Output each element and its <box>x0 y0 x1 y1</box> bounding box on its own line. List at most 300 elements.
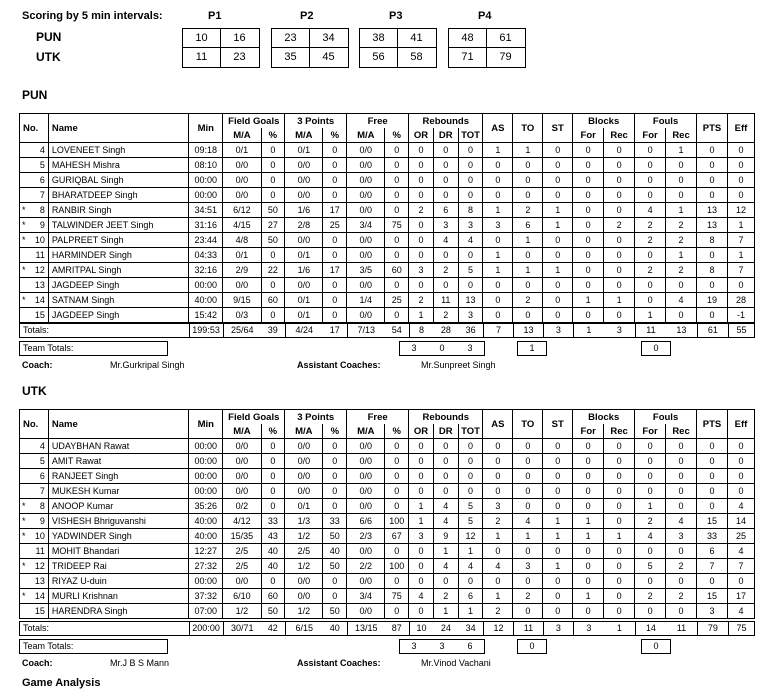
stat-blk-rec: 0 <box>604 514 635 529</box>
stat-blk-for: 0 <box>573 604 604 619</box>
player-number-value: 14 <box>34 590 45 601</box>
stat-tp-ma: 0/0 <box>285 233 323 248</box>
col-header-field-goals: Field Goals <box>223 114 285 129</box>
stat-blk-for: 0 <box>573 499 604 514</box>
stat-blk-for: 0 <box>573 454 604 469</box>
player-number <box>20 278 49 293</box>
stat-foul-rec: 4 <box>666 293 697 308</box>
stat-as: 1 <box>483 529 513 544</box>
period-label-p4: P4 <box>478 10 492 22</box>
stat-fg-pct: 0 <box>261 158 285 173</box>
stat-eff: 0 <box>727 143 754 158</box>
player-number-value: 7 <box>39 485 45 496</box>
stat-st: 0 <box>543 439 573 454</box>
stat-ft-pct: 75 <box>385 589 409 604</box>
assistant-coaches-label: Assistant Coaches: <box>297 360 381 370</box>
stat-st: 0 <box>543 158 573 173</box>
stat-ft-pct: 60 <box>385 263 409 278</box>
stat-ft-pct: 0 <box>385 469 409 484</box>
stat-fg-ma: 1/2 <box>223 604 261 619</box>
stat-ft-ma: 0/0 <box>347 604 385 619</box>
stat-st: 0 <box>543 308 573 323</box>
stat-blk-rec: 2 <box>604 218 635 233</box>
stat-to: 0 <box>513 454 543 469</box>
player-name: AMRITPAL Singh <box>48 263 188 278</box>
player-number-value: 9 <box>39 515 45 526</box>
stat-foul-for: 0 <box>635 544 666 559</box>
col-subheader-tp-pct: % <box>323 128 347 143</box>
stat-to: 0 <box>513 173 543 188</box>
stat-fg-pct: 0 <box>261 143 285 158</box>
player-name: JAGDEEP Singh <box>48 308 188 323</box>
stat-foul-rec: 4 <box>666 514 697 529</box>
stat-min: 09:18 <box>189 143 223 158</box>
player-name: JAGDEEP Singh <box>48 278 188 293</box>
stat-ft-ma: 0/0 <box>347 173 385 188</box>
stat-blk-rec: 0 <box>604 484 635 499</box>
total-ft-pct: 54 <box>385 323 409 338</box>
stat-foul-rec: 2 <box>666 559 697 574</box>
col-subheader-ft-pct: % <box>385 424 409 439</box>
stat-fg-ma: 2/9 <box>223 263 261 278</box>
col-subheader-fg-pct: % <box>261 424 285 439</box>
stat-as: 0 <box>483 278 513 293</box>
stat-fg-pct: 0 <box>261 454 285 469</box>
stat-fg-ma: 4/8 <box>223 233 261 248</box>
stat-ft-pct: 0 <box>385 143 409 158</box>
stat-fg-ma: 0/2 <box>223 499 261 514</box>
stat-or: 0 <box>409 233 434 248</box>
stat-foul-for: 4 <box>635 529 666 544</box>
stat-fg-ma: 0/0 <box>223 469 261 484</box>
stat-blk-for: 0 <box>573 248 604 263</box>
stat-fg-pct: 50 <box>261 604 285 619</box>
stat-fg-pct: 0 <box>261 469 285 484</box>
player-row <box>20 559 755 574</box>
stat-fg-pct: 22 <box>261 263 285 278</box>
col-header-eff: Eff <box>727 114 754 143</box>
stat-tp-pct: 33 <box>323 514 347 529</box>
stat-foul-for: 0 <box>635 439 666 454</box>
player-number <box>20 248 49 263</box>
stat-tp-ma: 0/0 <box>285 574 323 589</box>
stat-or: 1 <box>409 514 434 529</box>
stat-tot: 0 <box>458 574 483 589</box>
col-header-pts: PTS <box>697 410 728 439</box>
period-score-box-p1 <box>182 28 260 68</box>
stat-foul-for: 1 <box>635 308 666 323</box>
stat-fg-ma: 0/0 <box>223 574 261 589</box>
stat-as: 0 <box>483 158 513 173</box>
stat-st: 0 <box>543 233 573 248</box>
period-score-cell: 34 <box>322 32 335 44</box>
stat-min: 31:16 <box>189 218 223 233</box>
stat-dr: 0 <box>433 278 458 293</box>
col-subheader-or: OR <box>409 128 434 143</box>
stat-blk-rec: 0 <box>604 308 635 323</box>
stat-fg-ma: 4/12 <box>223 514 261 529</box>
stat-fg-ma: 15/35 <box>223 529 261 544</box>
stat-tot: 1 <box>458 604 483 619</box>
total-st: 3 <box>543 323 573 338</box>
stat-blk-for: 1 <box>573 529 604 544</box>
stat-ft-ma: 3/4 <box>347 589 385 604</box>
team-rebounds-dr: 3 <box>439 641 445 651</box>
stat-tp-pct: 0 <box>323 484 347 499</box>
player-number <box>20 559 49 574</box>
stat-tot: 3 <box>458 218 483 233</box>
player-number-value: 10 <box>34 234 45 245</box>
stat-as: 0 <box>483 454 513 469</box>
player-number-value: 8 <box>39 500 45 511</box>
team-rebounds-dr: 0 <box>439 343 445 353</box>
stat-tot: 5 <box>458 514 483 529</box>
stat-dr: 9 <box>433 529 458 544</box>
stat-foul-for: 0 <box>635 454 666 469</box>
team-rebounds-box <box>399 639 485 654</box>
stat-min: 40:00 <box>189 529 223 544</box>
player-row <box>20 218 755 233</box>
player-row <box>20 263 755 278</box>
period-score-box-p4 <box>448 28 526 68</box>
stat-min: 12:27 <box>189 544 223 559</box>
player-name: VISHESH Bhriguvanshi <box>48 514 188 529</box>
stat-tot: 0 <box>458 158 483 173</box>
total-min: 199:53 <box>189 323 223 338</box>
starter-marker: * <box>22 515 26 526</box>
stat-tp-ma: 1/6 <box>285 263 323 278</box>
stat-blk-for: 0 <box>573 173 604 188</box>
stat-tp-ma: 0/0 <box>285 439 323 454</box>
stat-fg-ma: 9/15 <box>223 293 261 308</box>
stat-foul-rec: 0 <box>666 158 697 173</box>
stat-foul-rec: 0 <box>666 173 697 188</box>
col-subheader-fg-ma: M/A <box>223 128 261 143</box>
stat-tot: 5 <box>458 263 483 278</box>
col-header-st: ST <box>543 114 573 143</box>
assistant-coaches-label: Assistant Coaches: <box>297 658 381 668</box>
stat-foul-for: 0 <box>635 604 666 619</box>
player-number <box>20 263 49 278</box>
total-min: 200:00 <box>189 621 223 636</box>
stat-eff: 0 <box>727 158 754 173</box>
stat-ft-pct: 0 <box>385 484 409 499</box>
totals-label: Totals: <box>19 323 189 338</box>
stat-tp-pct: 25 <box>323 218 347 233</box>
col-subheader-fg-pct: % <box>261 128 285 143</box>
stat-dr: 4 <box>433 514 458 529</box>
stat-dr: 0 <box>433 188 458 203</box>
team-heading-2: UTK <box>22 384 47 398</box>
col-subheader-tot: TOT <box>458 128 483 143</box>
stat-blk-for: 0 <box>573 278 604 293</box>
stat-to: 0 <box>513 469 543 484</box>
stat-tot: 8 <box>458 203 483 218</box>
stat-as: 3 <box>483 499 513 514</box>
stat-st: 0 <box>543 278 573 293</box>
stat-min: 00:00 <box>189 454 223 469</box>
stat-to: 0 <box>513 484 543 499</box>
totals-row <box>19 323 755 338</box>
stat-tp-pct: 50 <box>323 529 347 544</box>
player-number <box>20 158 49 173</box>
stat-or: 0 <box>409 574 434 589</box>
stat-pts: 13 <box>697 203 728 218</box>
stat-tp-pct: 0 <box>323 158 347 173</box>
total-or: 8 <box>409 323 434 338</box>
player-number-value: 4 <box>39 144 45 155</box>
stat-tp-pct: 0 <box>323 454 347 469</box>
stat-blk-rec: 0 <box>604 439 635 454</box>
stat-tp-ma: 0/0 <box>285 278 323 293</box>
stat-st: 1 <box>543 218 573 233</box>
stat-fg-ma: 0/1 <box>223 248 261 263</box>
player-name: AMIT Rawat <box>48 454 188 469</box>
total-pts: 61 <box>697 323 728 338</box>
player-row <box>20 143 755 158</box>
stat-tot: 4 <box>458 559 483 574</box>
stat-or: 0 <box>409 218 434 233</box>
player-row <box>20 454 755 469</box>
stat-st: 0 <box>543 173 573 188</box>
player-number-value: 8 <box>39 204 45 215</box>
player-row <box>20 574 755 589</box>
stat-fg-pct: 40 <box>261 559 285 574</box>
stat-foul-rec: 2 <box>666 589 697 604</box>
total-tot: 36 <box>458 323 483 338</box>
team-rebounds-tot: 6 <box>467 641 473 651</box>
stat-fg-pct: 40 <box>261 544 285 559</box>
player-number-value: 5 <box>39 455 45 466</box>
stat-tp-ma: 2/8 <box>285 218 323 233</box>
stat-tot: 1 <box>458 544 483 559</box>
stat-to: 3 <box>513 559 543 574</box>
stat-as: 0 <box>483 173 513 188</box>
stat-fg-ma: 0/0 <box>223 173 261 188</box>
stat-or: 0 <box>409 559 434 574</box>
col-header-as: AS <box>483 410 513 439</box>
stat-ft-pct: 67 <box>385 529 409 544</box>
player-number <box>20 203 49 218</box>
stat-eff: 0 <box>727 173 754 188</box>
stat-blk-for: 0 <box>573 484 604 499</box>
stat-to: 1 <box>513 143 543 158</box>
stat-or: 0 <box>409 248 434 263</box>
total-fg-ma: 30/71 <box>223 621 261 636</box>
stat-pts: 19 <box>697 293 728 308</box>
stat-as: 1 <box>483 248 513 263</box>
stat-or: 0 <box>409 173 434 188</box>
stat-blk-rec: 0 <box>604 499 635 514</box>
totals-row <box>19 621 755 636</box>
stat-tp-pct: 17 <box>323 263 347 278</box>
stat-as: 2 <box>483 604 513 619</box>
stat-or: 0 <box>409 544 434 559</box>
stat-as: 0 <box>483 233 513 248</box>
total-as: 7 <box>483 323 513 338</box>
period-score-cell: 56 <box>372 51 385 63</box>
player-name: HARMINDER Singh <box>48 248 188 263</box>
col-subheader-dr: DR <box>433 128 458 143</box>
stat-pts: 15 <box>697 589 728 604</box>
col-subheader-foul-for: For <box>635 128 666 143</box>
stat-fg-pct: 0 <box>261 574 285 589</box>
stat-as: 0 <box>483 439 513 454</box>
stat-eff: 1 <box>727 248 754 263</box>
stat-min: 07:00 <box>189 604 223 619</box>
player-row <box>20 439 755 454</box>
stat-or: 0 <box>409 439 434 454</box>
stat-pts: 0 <box>697 454 728 469</box>
col-header-blocks: Blocks <box>573 410 635 425</box>
col-subheader-tp-pct: % <box>323 424 347 439</box>
total-blk-rec: 3 <box>604 323 635 338</box>
stat-fg-ma: 0/0 <box>223 454 261 469</box>
stat-tp-ma: 1/2 <box>285 559 323 574</box>
total-foul-rec: 13 <box>666 323 697 338</box>
stat-pts: 0 <box>697 308 728 323</box>
player-number-value: 7 <box>39 189 45 200</box>
stat-dr: 2 <box>433 308 458 323</box>
total-to: 11 <box>513 621 543 636</box>
player-number-value: 11 <box>35 545 45 556</box>
stat-ft-pct: 100 <box>385 559 409 574</box>
stat-fg-pct: 0 <box>261 278 285 293</box>
col-subheader-foul-for: For <box>635 424 666 439</box>
stat-or: 2 <box>409 203 434 218</box>
total-tp-pct: 40 <box>323 621 347 636</box>
starter-marker: * <box>22 264 26 275</box>
stat-ft-ma: 2/3 <box>347 529 385 544</box>
stat-tp-ma: 0/1 <box>285 293 323 308</box>
stat-tp-pct: 0 <box>323 143 347 158</box>
stat-as: 2 <box>483 514 513 529</box>
stat-dr: 0 <box>433 484 458 499</box>
total-blk-for: 3 <box>573 621 604 636</box>
stat-blk-for: 0 <box>573 143 604 158</box>
stat-pts: 13 <box>697 218 728 233</box>
player-name: GURIQBAL Singh <box>48 173 188 188</box>
total-ft-ma: 7/13 <box>347 323 385 338</box>
stat-min: 15:42 <box>189 308 223 323</box>
col-header-fouls: Fouls <box>635 114 697 129</box>
team-rebounds-or: 3 <box>411 343 417 353</box>
stat-fg-ma: 0/0 <box>223 278 261 293</box>
stat-pts: 33 <box>697 529 728 544</box>
col-header-eff: Eff <box>727 410 754 439</box>
stat-as: 0 <box>483 544 513 559</box>
player-name: RIYAZ U-duin <box>48 574 188 589</box>
player-number <box>20 514 49 529</box>
period-score-cell: 38 <box>372 32 385 44</box>
stat-to: 0 <box>513 308 543 323</box>
player-name: RANJEET Singh <box>48 469 188 484</box>
player-number <box>20 439 49 454</box>
stat-ft-ma: 3/5 <box>347 263 385 278</box>
stat-ft-ma: 2/2 <box>347 559 385 574</box>
stat-blk-for: 0 <box>573 308 604 323</box>
stat-fg-ma: 6/12 <box>223 203 261 218</box>
stat-ft-ma: 3/4 <box>347 218 385 233</box>
team-totals-label: Team Totals: <box>19 639 168 654</box>
stat-tot: 13 <box>458 293 483 308</box>
stat-blk-for: 0 <box>573 559 604 574</box>
player-number-value: 13 <box>34 575 45 586</box>
player-number <box>20 604 49 619</box>
stat-blk-for: 1 <box>573 293 604 308</box>
stat-tp-pct: 0 <box>323 439 347 454</box>
stat-foul-for: 1 <box>635 499 666 514</box>
stat-fg-ma: 0/0 <box>223 158 261 173</box>
stat-to: 0 <box>513 439 543 454</box>
stat-dr: 0 <box>433 143 458 158</box>
total-tp-ma: 4/24 <box>285 323 323 338</box>
stat-ft-ma: 0/0 <box>347 544 385 559</box>
stats-table <box>19 113 755 323</box>
player-number <box>20 173 49 188</box>
stat-pts: 0 <box>697 439 728 454</box>
stat-tp-ma: 1/2 <box>285 529 323 544</box>
stat-dr: 0 <box>433 439 458 454</box>
stat-tot: 0 <box>458 173 483 188</box>
player-number <box>20 143 49 158</box>
col-header-rebounds: Rebounds <box>409 114 483 129</box>
stat-foul-rec: 0 <box>666 308 697 323</box>
player-number <box>20 574 49 589</box>
player-number-value: 12 <box>34 560 45 571</box>
col-header-to: TO <box>513 114 543 143</box>
team-fouls-box: 0 <box>641 341 671 356</box>
col-header-field-goals: Field Goals <box>223 410 285 425</box>
player-number <box>20 589 49 604</box>
stat-to: 6 <box>513 218 543 233</box>
stat-ft-ma: 0/0 <box>347 499 385 514</box>
period-score-cell: 45 <box>322 51 335 63</box>
col-header-pts: PTS <box>697 114 728 143</box>
col-subheader-tp-ma: M/A <box>285 128 323 143</box>
stat-eff: 7 <box>727 559 754 574</box>
stat-tp-pct: 0 <box>323 574 347 589</box>
total-dr: 24 <box>433 621 458 636</box>
game-analysis-heading: Game Analysis <box>22 677 101 689</box>
player-number <box>20 484 49 499</box>
team-totals-label: Team Totals: <box>19 341 168 356</box>
stat-st: 0 <box>543 248 573 263</box>
coach-name: Mr.Gurkripal Singh <box>110 360 185 370</box>
header-row <box>20 410 755 425</box>
stat-blk-rec: 0 <box>604 544 635 559</box>
total-eff: 75 <box>728 621 755 636</box>
stat-st: 0 <box>543 454 573 469</box>
player-name: MURLI Krishnan <box>48 589 188 604</box>
stat-fg-ma: 0/0 <box>223 484 261 499</box>
stat-min: 00:00 <box>189 188 223 203</box>
col-subheader-blk-rec: Rec <box>604 424 635 439</box>
stat-st: 0 <box>543 544 573 559</box>
stat-foul-rec: 0 <box>666 454 697 469</box>
stat-blk-rec: 1 <box>604 529 635 544</box>
stat-dr: 11 <box>433 293 458 308</box>
stat-or: 0 <box>409 278 434 293</box>
stat-st: 0 <box>543 143 573 158</box>
player-name: UDAYBHAN Rawat <box>48 439 188 454</box>
stat-eff: 0 <box>727 188 754 203</box>
stat-ft-pct: 0 <box>385 544 409 559</box>
player-row <box>20 188 755 203</box>
stat-min: 00:00 <box>189 278 223 293</box>
player-row <box>20 544 755 559</box>
stat-min: 04:33 <box>189 248 223 263</box>
